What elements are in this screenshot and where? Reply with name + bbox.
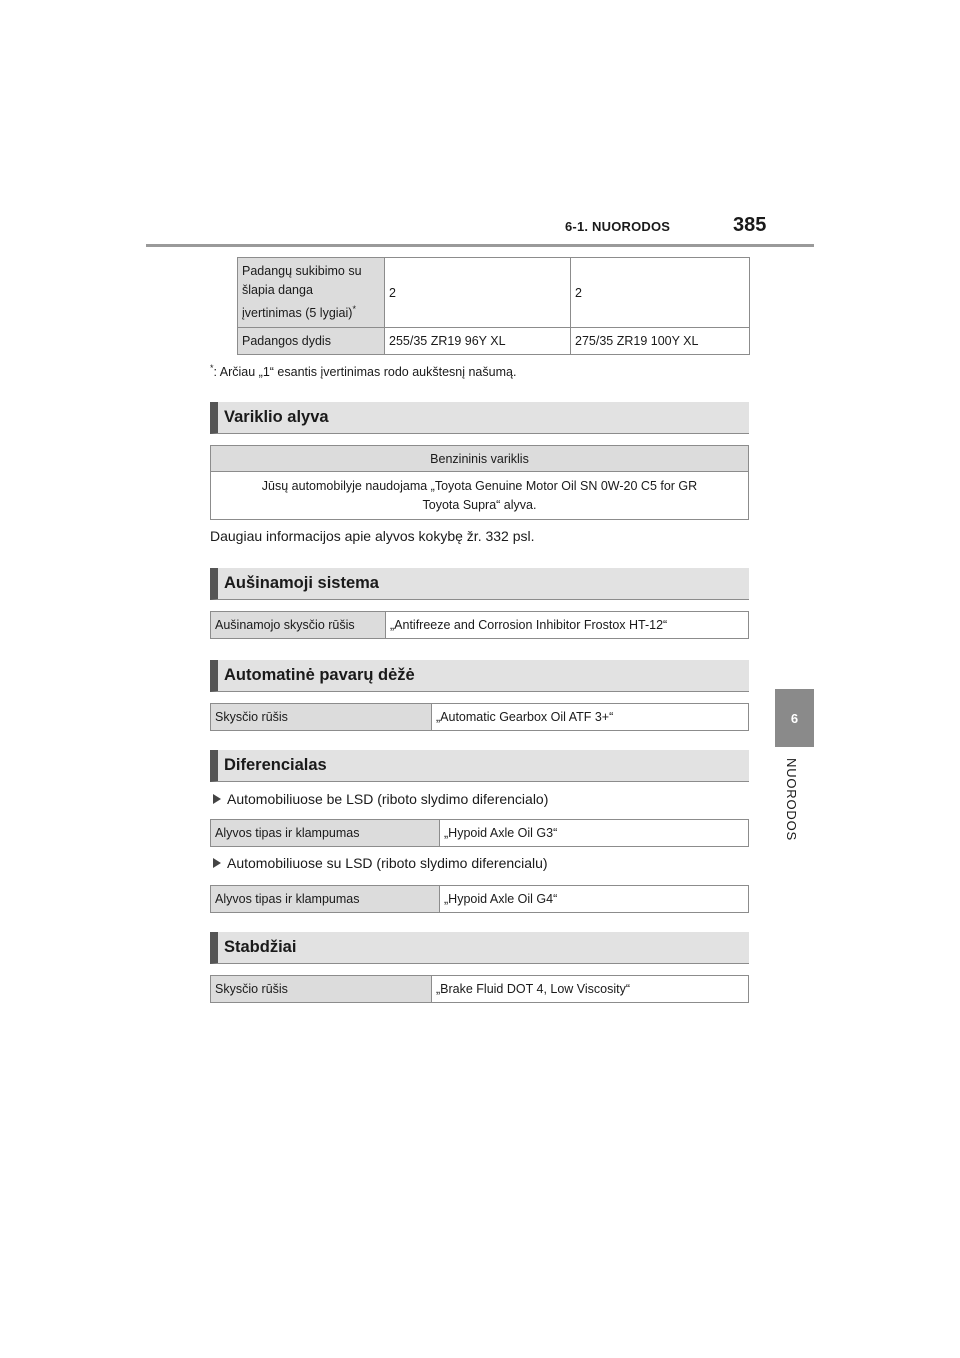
cooling-table — [210, 611, 749, 639]
page-number: 385 — [733, 214, 767, 236]
wet-grip-label-line2: šlapia danga — [242, 282, 313, 297]
engine-oil-heading: Variklio alyva — [210, 402, 749, 434]
engine-oil-spec-line2: Toyota Supra“ alyva. — [422, 497, 537, 512]
header-divider — [146, 244, 814, 247]
engine-oil-spec-line1: Jūsų automobilyje naudojama „Toyota Genuine Motor Oil SN 0W-20 C5 for GR — [261, 478, 698, 493]
table-row — [211, 886, 749, 913]
chapter-number: 6 — [790, 710, 799, 726]
differential-case1-heading — [213, 791, 548, 807]
arrow-right-icon — [213, 794, 221, 804]
coolant-type-label: Aušinamojo skysčio rūšis — [211, 612, 386, 639]
transmission-fluid-value: „Automatic Gearbox Oil ATF 3+“ — [432, 704, 749, 731]
tire-table — [237, 257, 750, 355]
differential-case2-heading — [213, 855, 548, 871]
axle-oil-value: „Hypoid Axle Oil G4“ — [440, 886, 749, 913]
chapter-label: NUORODOS — [784, 758, 799, 841]
wet-grip-front: 2 — [385, 258, 571, 328]
brake-fluid-value: „Brake Fluid DOT 4, Low Viscosity“ — [432, 976, 749, 1003]
brake-fluid-label: Skysčio rūšis — [211, 976, 432, 1003]
transmission-fluid-label: Skysčio rūšis — [211, 704, 432, 731]
cooling-heading: Aušinamoji sistema — [210, 568, 749, 600]
engine-oil-spec — [211, 472, 749, 520]
differential-heading: Diferencialas — [210, 750, 749, 782]
differential-case2-table — [210, 885, 749, 913]
tire-size-rear: 275/35 ZR19 100Y XL — [571, 328, 750, 355]
table-row — [238, 258, 750, 328]
engine-oil-column-header: Benzininis variklis — [211, 446, 749, 472]
table-row — [211, 446, 749, 472]
footnote — [210, 363, 516, 379]
differential-case1-text: Automobiliuose be LSD (riboto slydimo diferencialo) — [227, 791, 549, 807]
table-row — [211, 976, 749, 1003]
coolant-type-value: „Antifreeze and Corrosion Inhibitor Frostox HT-12“ — [386, 612, 749, 639]
table-row — [211, 612, 749, 639]
table-row — [211, 704, 749, 731]
transmission-table — [210, 703, 749, 731]
chapter-tab — [775, 689, 814, 747]
wet-grip-label-line3 — [242, 300, 380, 323]
engine-oil-table — [210, 445, 749, 520]
axle-oil-label: Alyvos tipas ir klampumas — [211, 820, 440, 847]
footnote-text: : Arčiau „1“ esantis įvertinimas rodo aukštesnį našumą. — [213, 365, 517, 380]
axle-oil-value: „Hypoid Axle Oil G3“ — [440, 820, 749, 847]
footnote-mark: * — [352, 303, 356, 314]
brakes-table — [210, 975, 749, 1003]
transmission-heading: Automatinė pavarų dėžė — [210, 660, 749, 692]
differential-case1-table — [210, 819, 749, 847]
arrow-right-icon — [213, 858, 221, 868]
table-row — [238, 328, 750, 355]
axle-oil-label: Alyvos tipas ir klampumas — [211, 886, 440, 913]
wet-grip-label-text: įvertinimas (5 lygiai) — [242, 306, 353, 321]
table-row — [211, 472, 749, 520]
footnote-mark: * — [210, 363, 214, 373]
tire-size-front: 255/35 ZR19 96Y XL — [385, 328, 571, 355]
wet-grip-rear: 2 — [571, 258, 750, 328]
brakes-heading: Stabdžiai — [210, 932, 749, 964]
differential-case2-text: Automobiliuose su LSD (riboto slydimo diferencialu) — [227, 855, 548, 871]
tire-size-label: Padangos dydis — [238, 328, 385, 355]
section-title: 6-1. NUORODOS — [565, 219, 671, 234]
engine-oil-note: Daugiau informacijos apie alyvos kokybę žr. 332 psl. — [210, 528, 535, 544]
table-row — [211, 820, 749, 847]
wet-grip-label — [238, 258, 385, 328]
wet-grip-label-line1: Padangų sukibimo su — [242, 263, 362, 278]
